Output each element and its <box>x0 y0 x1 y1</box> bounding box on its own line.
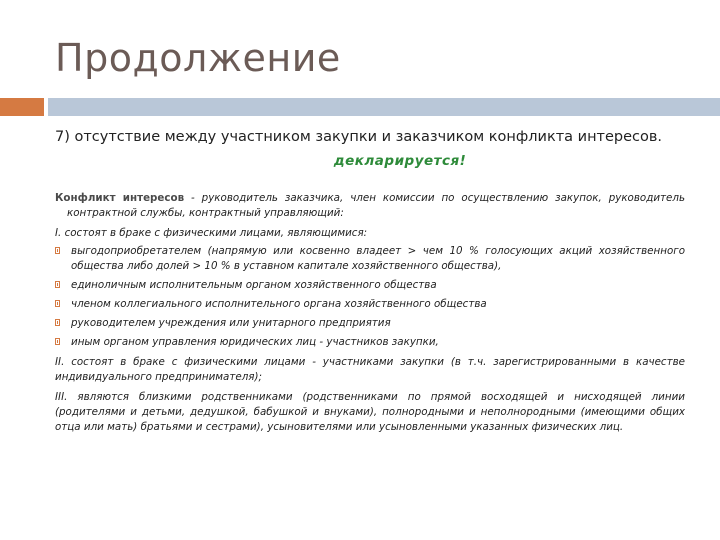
definition-paragraph <box>55 191 685 221</box>
declared-emphasis: декларируется! <box>333 153 467 169</box>
section-3: III. являются близкими родственниками (родственниками по прямой восходящей и нисходящей линии (родителями и детьми, дедушкой, бабушкой и внуками), полнородными и неполнородными (имеющими общих отца или мать) братьями и сестрами), усыновителями или усыновленными указанных физических лиц. <box>55 391 685 433</box>
bullet-icon <box>55 281 60 288</box>
bullet-text: иным органом управления юридических лиц - участников закупки, <box>71 336 439 348</box>
bullet-icon <box>55 319 60 326</box>
divider-accent <box>0 98 44 116</box>
divider-bar <box>48 98 720 116</box>
bullet-icon <box>55 338 60 345</box>
bullet-text: единоличным исполнительным органом хозяйственного общества <box>71 279 437 291</box>
bullet-text: членом коллегиального исполнительного органа хозяйственного общества <box>71 298 487 310</box>
section-2: II. состоят в браке с физическими лицами - участниками закупки (в т.ч. зарегистрированными в качестве индивидуального предпринимателя); <box>55 356 685 383</box>
bullet-text: руководителем учреждения или унитарного предприятия <box>71 317 391 329</box>
list-item <box>55 297 685 312</box>
definition-term: Конфликт интересов <box>55 192 185 204</box>
bullet-text: выгодоприобретателем (напрямую или косвенно владеет > чем 10 % голосующих акций хозяйственного общества либо долей > 10 % в уставном капитале хозяйственного общества), <box>71 245 685 272</box>
slide-content <box>55 128 685 435</box>
list-item <box>55 316 685 331</box>
bullet-icon <box>55 247 60 254</box>
definition-text: - руководитель заказчика, член комиссии по осуществлению закупок, руководитель контрактной службы, контрактный управляющий: <box>67 192 686 219</box>
list-item <box>55 278 685 293</box>
title-divider <box>0 98 720 116</box>
section-1: I. состоят в браке с физическими лицами, являющимися: <box>55 227 368 239</box>
slide-title: Продолжение <box>55 36 341 80</box>
main-item: 7) отсутствие между участником закупки и заказчиком конфликта интересов. <box>55 129 663 145</box>
bullet-list <box>55 244 685 350</box>
list-item <box>55 244 685 274</box>
bullet-icon <box>55 300 60 307</box>
list-item <box>55 335 685 350</box>
